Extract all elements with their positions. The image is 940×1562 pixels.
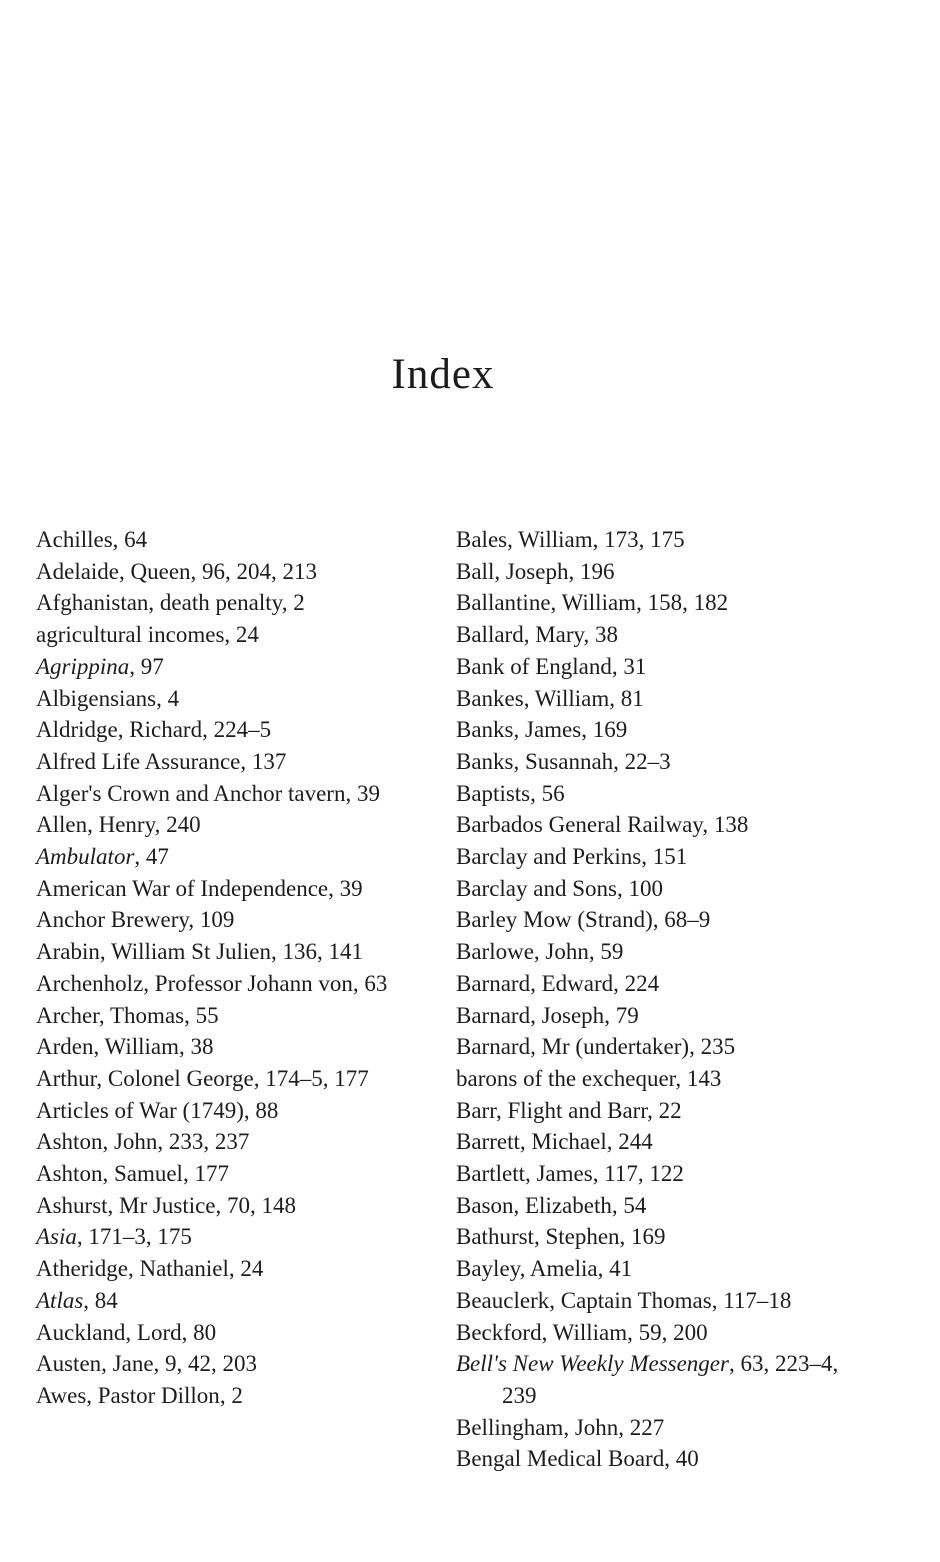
index-term: Anchor Brewery [36, 907, 189, 933]
index-term: Beckford, William [456, 1319, 628, 1345]
index-term: Ashurst, Mr Justice [36, 1192, 216, 1218]
index-entry [456, 587, 876, 619]
index-term: Beauclerk, Captain Thomas [456, 1287, 712, 1313]
index-term: Articles of War (1749) [36, 1097, 244, 1123]
index-entry [36, 1348, 456, 1380]
index-entry [36, 1126, 456, 1158]
index-page-refs: , 224 [613, 970, 660, 996]
index-term: Bayley, Amelia [456, 1256, 598, 1282]
index-term: Barrett, Michael [456, 1129, 607, 1155]
index-entry [456, 1063, 876, 1095]
index-term: Bellingham, John [456, 1414, 619, 1440]
index-term: Austen, Jane [36, 1351, 154, 1377]
index-page-refs: , 79 [604, 1002, 639, 1028]
index-page-refs: , 64 [112, 527, 148, 552]
index-entry [456, 746, 876, 778]
index-entry [36, 904, 456, 936]
index-entry [36, 968, 456, 1000]
index-entry [36, 841, 456, 873]
index-page-refs: , 55 [184, 1002, 219, 1028]
index-page-refs: , 173, 175 [592, 527, 685, 552]
index-page-refs: , 138 [702, 812, 749, 838]
index-term: agricultural incomes [36, 622, 225, 648]
index-entry [36, 1158, 456, 1190]
index-term: Archer, Thomas [36, 1002, 185, 1028]
index-entry [456, 714, 876, 746]
index-page-refs: , 177 [182, 1161, 229, 1187]
index-page-refs: , 41 [597, 1256, 633, 1282]
index-page-refs: , 244 [606, 1129, 653, 1155]
index-term: Archenholz, Professor Johann von [36, 970, 353, 996]
index-page-refs: , 109 [188, 907, 235, 933]
index-entry [456, 968, 876, 1000]
index-term: Arabin, William St Julien [36, 939, 272, 965]
index-entry [456, 619, 876, 651]
index-term: Barclay and Sons [456, 875, 617, 901]
index-page-refs: , 196 [568, 558, 615, 584]
index-page-refs: , 39 [328, 875, 363, 901]
index-entry [456, 936, 876, 968]
index-page-refs: , 240 [154, 812, 201, 838]
index-page-refs: , 24 [228, 1256, 264, 1282]
index-term: Bartlett, James [456, 1161, 593, 1187]
index-term: Barr, Flight and Barr [456, 1097, 648, 1123]
index-page-refs: , 169 [619, 1224, 666, 1250]
index-term: Bason, Elizabeth [456, 1192, 612, 1218]
index-term: Aldridge, Richard [36, 717, 203, 743]
index-page-refs: , 31 [611, 653, 647, 679]
index-page-refs: , 136, 141 [271, 939, 364, 965]
index-page-refs: , 63, 223–4, 239 [502, 1351, 839, 1408]
index-column-right [456, 524, 876, 1475]
index-entry [36, 1285, 456, 1317]
index-term: Awes, Pastor Dillon [36, 1382, 220, 1408]
index-page-refs: , 174–5, 177 [253, 1065, 369, 1091]
index-page-refs: , 38 [179, 1034, 214, 1060]
index-term: Adelaide, Queen [36, 558, 191, 584]
index-term: Ashton, John [36, 1129, 158, 1155]
index-page-refs: , 143 [675, 1065, 722, 1091]
index-page-refs: , 81 [609, 685, 644, 711]
index-page-refs: , 39 [345, 780, 380, 806]
index-page-refs: , 40 [664, 1446, 699, 1472]
index-entry [456, 904, 876, 936]
index-entry [456, 873, 876, 905]
index-page-refs: , 9, 42, 203 [153, 1351, 258, 1377]
index-entry [36, 1063, 456, 1095]
index-page-refs: , 22–3 [613, 748, 671, 774]
index-page-refs: , 169 [581, 717, 628, 743]
index-entry [456, 1158, 876, 1190]
index-page-refs: , 235 [689, 1034, 736, 1060]
index-entry [36, 524, 456, 556]
index-page-refs: , 117–18 [711, 1287, 792, 1313]
index-entry [456, 683, 876, 715]
index-term: Arthur, Colonel George [36, 1065, 254, 1091]
index-term: Ambulator [36, 844, 135, 870]
index-page-refs: , 100 [616, 875, 663, 901]
index-term: Barnard, Joseph [456, 1002, 605, 1028]
index-page-refs: , 59, 200 [627, 1319, 708, 1345]
index-term: Banks, James [456, 717, 582, 743]
index-entry [456, 651, 876, 683]
index-term: Allen, Henry [36, 812, 155, 838]
index-page-refs: , 224–5 [202, 717, 272, 743]
index-term: Alger's Crown and Anchor tavern [36, 780, 346, 806]
index-page-refs: , 47 [134, 844, 169, 870]
index-term: Albigensians [36, 685, 157, 711]
index-page-refs: , 38 [583, 622, 619, 648]
index-page-refs: , 68–9 [652, 907, 711, 933]
index-entry [36, 683, 456, 715]
index-term: barons of the exchequer [456, 1065, 676, 1091]
index-entry [456, 1317, 876, 1349]
index-page-refs: , 137 [240, 748, 287, 774]
index-term: Barlowe, John [456, 939, 589, 965]
index-entry [456, 1348, 876, 1411]
index-entry [36, 651, 456, 683]
index-term: Bathurst, Stephen [456, 1224, 620, 1250]
index-term: Atlas [36, 1287, 84, 1313]
index-entry [456, 1095, 876, 1127]
index-page-refs: , 96, 204, 213 [190, 558, 318, 584]
index-term: Bank of England [456, 653, 612, 679]
index-page-refs: , 4 [156, 685, 180, 711]
index-term: Barbados General Railway [456, 812, 703, 838]
index-entry [36, 1031, 456, 1063]
index-entry [456, 1190, 876, 1222]
index-entry [36, 1000, 456, 1032]
index-page-refs: , 117, 122 [592, 1161, 684, 1187]
index-page-refs: , 59 [588, 939, 624, 965]
index-page-refs: , 22 [647, 1097, 682, 1123]
index-term: Bankes, William [456, 685, 610, 711]
index-page-refs: , 97 [129, 653, 164, 679]
index-entry [36, 1253, 456, 1285]
index-entry [456, 524, 876, 556]
index-term: Afghanistan, death penalty [36, 590, 282, 616]
index-entry [36, 1190, 456, 1222]
index-entry [36, 778, 456, 810]
index-entry [36, 714, 456, 746]
index-entry [456, 1221, 876, 1253]
index-entry [456, 841, 876, 873]
index-entry [456, 1126, 876, 1158]
index-entry [36, 1095, 456, 1127]
index-term: Alfred Life Assurance [36, 748, 241, 774]
index-entry [456, 556, 876, 588]
index-entry [36, 873, 456, 905]
index-entry [36, 936, 456, 968]
index-page-refs: , 80 [181, 1319, 217, 1345]
index-term: Barnard, Edward [456, 970, 614, 996]
index-page-refs: , 88 [243, 1097, 279, 1123]
index-term: Banks, Susannah [456, 748, 614, 774]
index-term: Ball, Joseph [456, 558, 569, 584]
index-term: Ashton, Samuel [36, 1161, 183, 1187]
index-entry [456, 809, 876, 841]
index-term: American War of Independence [36, 875, 329, 901]
index-entry [456, 1031, 876, 1063]
index-page-refs: , 56 [530, 780, 565, 806]
index-entry [36, 587, 456, 619]
index-entry [36, 556, 456, 588]
index-entry [36, 746, 456, 778]
index-term: Bengal Medical Board [456, 1446, 665, 1472]
index-term: Ballantine, William [456, 590, 637, 616]
index-term: Asia [36, 1224, 77, 1250]
index-page-refs: , 24 [224, 622, 259, 648]
index-term: Barnard, Mr (undertaker) [456, 1034, 690, 1060]
index-entry [36, 1380, 456, 1412]
index-entry [456, 1412, 876, 1444]
index-term: Baptists [456, 780, 531, 806]
index-term: Bell's New Weekly Messenger [456, 1351, 729, 1377]
index-term: Agrippina [36, 653, 130, 679]
index-page-refs: , 171–3, 175 [76, 1224, 192, 1250]
index-page-refs: , 151 [641, 844, 688, 870]
index-entry [36, 1221, 456, 1253]
index-term: Arden, William [36, 1034, 180, 1060]
index-page-refs: , 54 [611, 1192, 647, 1218]
index-term: Auckland, Lord [36, 1319, 182, 1345]
page-title: Index [391, 351, 495, 398]
index-page-refs: , 2 [219, 1382, 243, 1408]
index-term: Barley Mow (Strand) [456, 907, 653, 933]
index-page-refs: , 227 [618, 1414, 665, 1440]
index-term: Achilles [36, 527, 113, 552]
index-entry [456, 1000, 876, 1032]
index-term: Barclay and Perkins [456, 844, 642, 870]
index-term: Bales, William [456, 527, 593, 552]
index-page-refs: , 84 [83, 1287, 118, 1313]
index-page-refs: , 158, 182 [636, 590, 729, 616]
index-entry [456, 1443, 876, 1475]
index-entry [456, 1253, 876, 1285]
index-page-refs: , 2 [281, 590, 305, 616]
index-entry [456, 1285, 876, 1317]
index-entry [36, 809, 456, 841]
index-page-refs: , 70, 148 [215, 1192, 297, 1218]
index-column-left [36, 524, 456, 1412]
index-term: Ballard, Mary [456, 622, 584, 648]
index-term: Atheridge, Nathaniel [36, 1256, 229, 1282]
index-entry [36, 1317, 456, 1349]
index-page-refs: , 233, 237 [157, 1129, 250, 1155]
index-entry [456, 778, 876, 810]
index-entry [36, 619, 456, 651]
index-page-refs: , 63 [352, 970, 388, 996]
